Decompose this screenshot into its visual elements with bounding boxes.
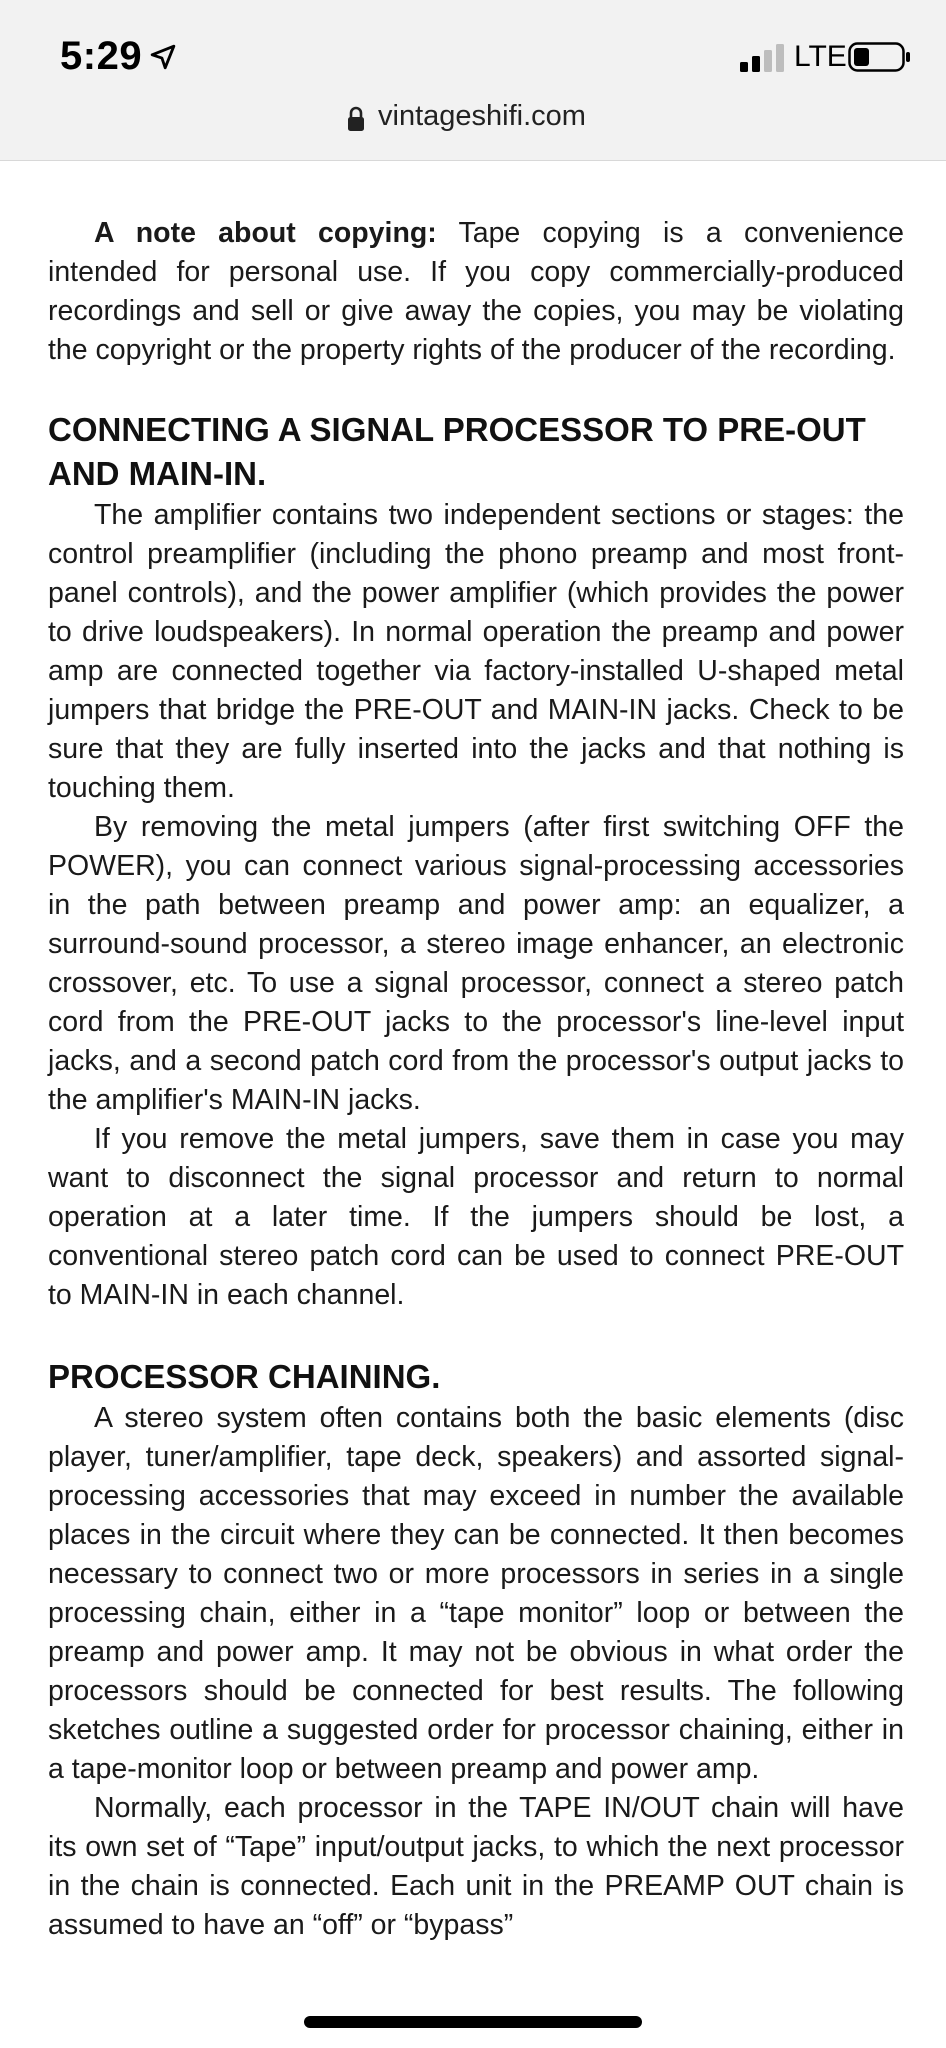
paragraph-chaining-intro: A stereo system often contains both the basic elements (disc player, tuner/amplifier, tape deck, speakers) and assorted signal-processing accessories that may exceed in number the available places in the circuit where they can be connected. It then becomes necessary to connect two or more processors in series in a single processing chain, either in a “tape monitor” loop or between the preamp and power amp. It may not be obvious in what order the processors should be connected for best results. The following sketches outline a suggested order for processor chaining, either in a tape-monitor loop or between preamp and power amp. [48, 1402, 904, 1785]
location-arrow-icon [150, 44, 176, 70]
lock-icon [347, 106, 365, 132]
paragraph-tape-chain: Normally, each processor in the TAPE IN/OUT chain will have its own set of “Tape” input/output jacks, to which the next processor in the chain is connected. Each unit in the PREAMP OUT chain is assumed to have an “off” or “bypass” [48, 1792, 904, 1941]
signal-bars-icon [740, 44, 786, 72]
status-time: 5:29 [60, 34, 143, 78]
paragraph-save-jumpers: If you remove the metal jumpers, save them in case you may want to disconnect the signal processor and return to normal operation at a later time. If the jumpers should be lost, a conventional stereo patch cord can be used to connect PRE-OUT to MAIN-IN in each channel. [48, 1123, 904, 1311]
copying-note [48, 214, 904, 370]
heading-processor-chaining: PROCESSOR CHAINING. [48, 1358, 441, 1395]
url-text[interactable]: vintageshifi.com [378, 100, 586, 132]
heading-signal-processor: CONNECTING A SIGNAL PROCESSOR TO PRE-OUT AND MAIN-IN. [48, 411, 866, 492]
document-page [48, 214, 904, 1945]
address-bar[interactable] [0, 92, 946, 161]
paragraph-amplifier-sections: The amplifier contains two independent sections or stages: the control preamplifier (including the phono preamp and most front-panel controls), and the power amplifier (which provides the power to drive loudspeakers). In normal operation the preamp and power amp are connected together via factory-installed U-shaped metal jumpers that bridge the PRE-OUT and MAIN-IN jacks. Check to be sure that they are fully inserted into the jacks and that nothing is touching them. [48, 499, 904, 804]
carrier-label: LTE [794, 40, 847, 73]
paragraph-removing-jumpers: By removing the metal jumpers (after first switching OFF the POWER), you can connect various signal-processing accessories in the path between preamp and power amp: an equalizer, a surround-sound processor, a stereo image enhancer, an electronic crossover, etc. To use a signal processor, connect a stereo patch cord from the PRE-OUT jacks to the processor's line-level input jacks, and a second patch cord from the processor's output jacks to the amplifier's MAIN-IN jacks. [48, 811, 904, 1116]
home-indicator[interactable] [304, 2016, 642, 2028]
copying-note-text: Tape copying is a convenience intended for personal use. If you copy commercially-produced recordings and sell or give away the copies, you may be violating the copyright or the property rights of the producer of the recording. [48, 217, 904, 366]
copying-note-label: A note about copying: [94, 217, 437, 249]
battery-icon [848, 42, 912, 72]
